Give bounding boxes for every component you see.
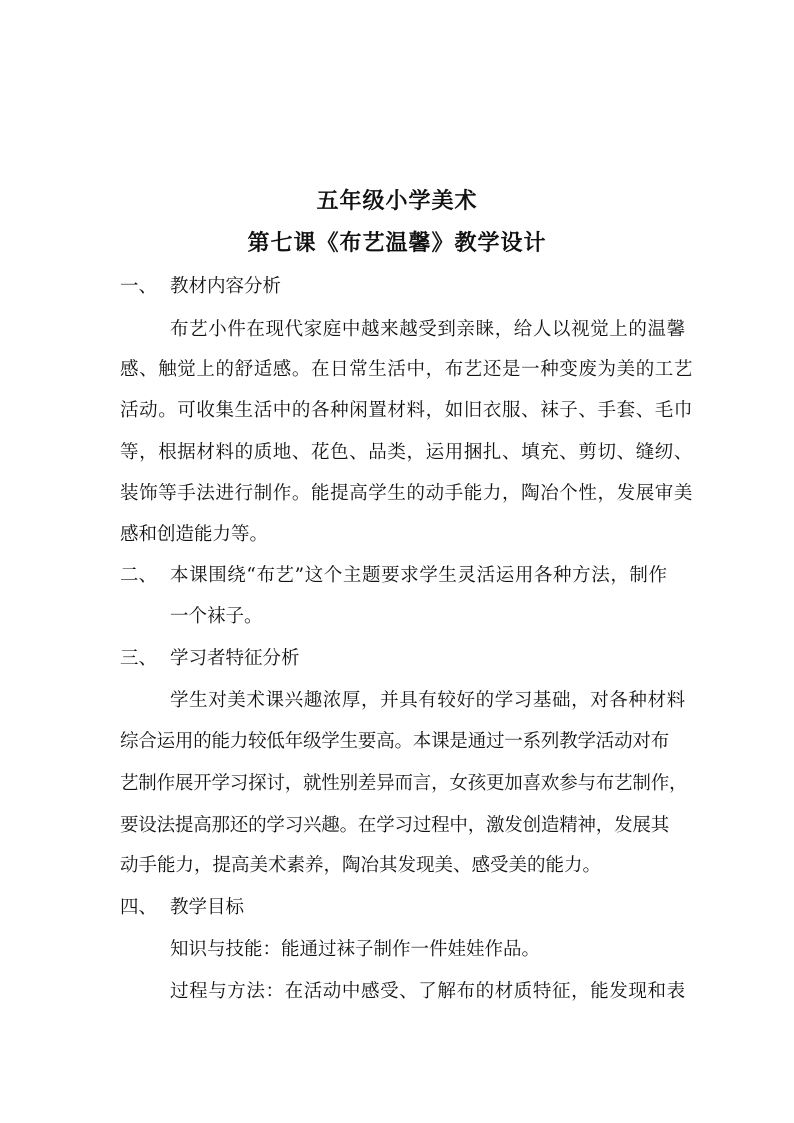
- section-2-heading-line: 本课围绕“布艺”这个主题要求学生灵活运用各种方法，制作: [170, 565, 668, 586]
- section-4-para-line: 知识与技能：能通过袜子制作一件娃娃作品。: [170, 939, 541, 960]
- section-3-marker: 三、: [120, 648, 158, 669]
- section-1-marker: 一、: [120, 276, 158, 297]
- section-3-para-line: 学生对美术课兴趣浓厚，并具有较好的学习基础，对各种材料: [170, 690, 686, 711]
- section-1-para-line: 装饰等手法进行制作。能提高学生的动手能力，陶冶个性，发展审美: [120, 483, 694, 504]
- section-2-marker: 二、: [120, 565, 158, 586]
- section-1-para-line: 活动。可收集生活中的各种闲置材料，如旧衣服、袜子、手套、毛巾: [120, 400, 694, 421]
- section-1-para-line: 感、触觉上的舒适感。在日常生活中，布艺还是一种变废为美的工艺: [120, 359, 694, 380]
- document-title-lesson: 第七课《布艺温馨》教学设计: [247, 230, 547, 256]
- section-1-heading: 教材内容分析: [170, 276, 282, 297]
- section-3-para-line: 艺制作展开学习探讨，就性别差异而言，女孩更加喜欢参与布艺制作，: [120, 773, 688, 794]
- document-title-grade: 五年级小学美术: [316, 188, 478, 214]
- section-1-para-line: 等，根据材料的质地、花色、品类，运用捆扎、填充、剪切、缝纫、: [120, 442, 694, 463]
- section-4-para-line: 过程与方法：在活动中感受、了解布的材质特征，能发现和表: [170, 981, 686, 1002]
- section-2-heading-line: 一个袜子。: [170, 606, 263, 627]
- section-4-marker: 四、: [120, 897, 158, 918]
- section-4-heading: 教学目标: [170, 897, 245, 918]
- section-1-para-line: 布艺小件在现代家庭中越来越受到亲睐，给人以视觉上的温馨: [170, 319, 686, 340]
- section-1-para-line: 感和创造能力等。: [120, 524, 269, 545]
- section-3-para-line: 动手能力，提高美术素养，陶冶其发现美、感受美的能力。: [120, 855, 602, 876]
- section-3-heading: 学习者特征分析: [170, 648, 300, 669]
- section-3-para-line: 要设法提高那还的学习兴趣。在学习过程中，激发创造精神，发展其: [120, 815, 670, 836]
- section-3-para-line: 综合运用的能力较低年级学生要高。本课是通过一系列教学活动对布: [120, 731, 670, 752]
